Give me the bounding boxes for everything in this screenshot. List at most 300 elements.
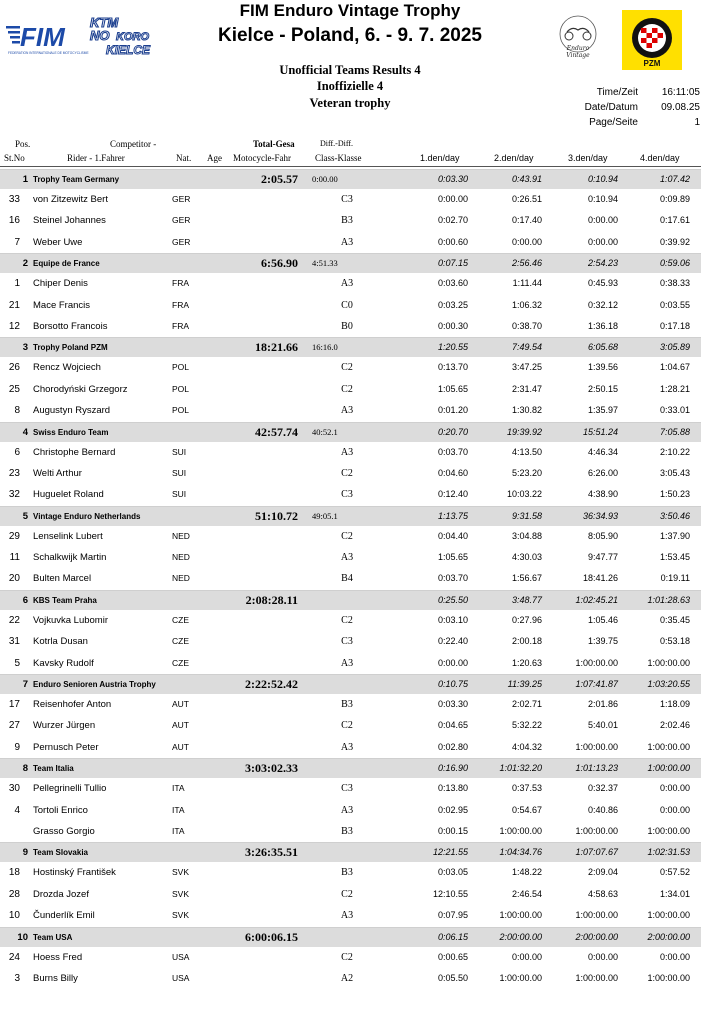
team-day2-time: 3:48.77 — [511, 594, 542, 605]
team-row — [0, 169, 701, 189]
svg-text:FEDERATION INTERNATIONALE DE M: FEDERATION INTERNATIONALE DE MOTOCYCLISME — [8, 51, 89, 55]
rider-day3-time: 2:01.86 — [587, 699, 618, 710]
rider-class: C2 — [341, 888, 353, 900]
rider-name: Drozda Jozef — [33, 888, 89, 900]
rider-row — [0, 400, 701, 421]
rider-day4-time: 0:33.01 — [659, 405, 690, 416]
team-day4-time: 1:07.42 — [659, 174, 690, 184]
team-position: 7 — [22, 679, 28, 691]
rider-day3-time: 1:05.46 — [587, 614, 618, 625]
rider-row — [0, 862, 701, 883]
rider-day4-time: 1:18.09 — [659, 699, 690, 710]
date-value: 09.08.25 — [661, 102, 700, 113]
rider-name: Hoess Fred — [33, 951, 83, 963]
team-day4-time: 3:05.89 — [659, 342, 690, 353]
team-day3-time: 1:07:41.87 — [575, 679, 618, 690]
svg-text:FIM: FIM — [20, 22, 65, 52]
rider-nationality: SUI — [172, 446, 187, 457]
team-row — [0, 842, 701, 862]
rider-start-number: 1 — [14, 278, 20, 290]
rider-day1-time: 0:03.70 — [437, 573, 468, 584]
fim-logo — [6, 14, 89, 58]
team-day3-time: 36:34.93 — [582, 510, 618, 521]
rider-day3-time: 2:50.15 — [587, 383, 618, 394]
rider-start-number: 10 — [8, 910, 20, 922]
rider-start-number: 4 — [14, 804, 20, 816]
rider-day3-time: 0:32.37 — [587, 783, 618, 794]
rider-day1-time: 1:05.65 — [437, 552, 468, 563]
rider-start-number: 3 — [14, 972, 20, 984]
team-total-time: 3:26:35.51 — [245, 845, 298, 860]
rider-name: Huguelet Roland — [33, 489, 104, 501]
rider-name: Kavsky Rudolf — [33, 657, 94, 669]
rider-row — [0, 189, 701, 210]
rider-row — [0, 947, 701, 968]
rider-day2-time: 0:37.53 — [511, 783, 542, 794]
team-position: 2 — [22, 258, 28, 270]
rider-day3-time: 0:32.12 — [587, 299, 618, 310]
date-label: Date/Datum — [584, 102, 638, 113]
rider-day4-time: 0:00.00 — [659, 951, 690, 962]
rider-nationality: AUT — [172, 741, 189, 752]
rider-nationality: NED — [172, 573, 190, 584]
rider-name: Augustyn Ryszard — [33, 405, 111, 417]
rider-name: Steinel Johannes — [33, 215, 106, 227]
team-day4-time: 1:00:00.00 — [647, 763, 690, 774]
rider-name: Burns Billy — [33, 972, 78, 984]
rider-day2-time: 1:56.67 — [511, 573, 542, 584]
rider-day3-time: 1:36.18 — [587, 320, 618, 331]
rider-row — [0, 568, 701, 589]
event-title: FIM Enduro Vintage Trophy — [239, 1, 461, 20]
rider-day1-time: 0:03.30 — [437, 699, 468, 710]
team-name: Team Slovakia — [33, 848, 88, 858]
rider-start-number: 20 — [8, 573, 20, 585]
rider-day2-time: 0:27.96 — [511, 614, 542, 625]
team-total-time: 2:22:52.42 — [245, 677, 298, 692]
rider-day1-time: 0:00.60 — [437, 236, 468, 247]
rider-class: A3 — [340, 446, 354, 458]
rider-day2-time: 3:47.25 — [511, 362, 542, 373]
rider-day1-time: 0:13.70 — [437, 362, 468, 373]
rider-day2-time: 1:48.22 — [511, 867, 542, 878]
team-day2-time: 1:01:32.20 — [499, 763, 542, 774]
team-name: Team USA — [33, 932, 73, 942]
svg-text:KTM: KTM — [90, 15, 119, 30]
rider-day4-time: 3:05.43 — [659, 467, 690, 478]
svg-text:Enduro: Enduro — [566, 45, 590, 52]
rider-start-number: 11 — [9, 552, 20, 564]
rider-row — [0, 379, 701, 400]
rider-row — [0, 610, 701, 631]
team-day1-time: 0:20.70 — [437, 426, 468, 437]
rider-day1-time: 0:03.05 — [437, 867, 468, 878]
rider-day4-time: 1:28.21 — [659, 383, 690, 394]
rider-class: B4 — [341, 573, 353, 585]
rider-day3-time: 0:00.00 — [587, 236, 618, 247]
rider-row — [0, 905, 701, 926]
team-total-time: 42:57.74 — [255, 424, 298, 439]
team-day4-time: 2:00:00.00 — [647, 931, 690, 942]
rider-start-number: 7 — [14, 236, 20, 248]
svg-text:KIELCE: KIELCE — [106, 43, 151, 57]
rider-nationality: CZE — [172, 636, 189, 647]
rider-start-number: 16 — [8, 215, 20, 227]
rider-day2-time: 1:00:00.00 — [499, 972, 542, 983]
team-total-time: 51:10.72 — [255, 508, 298, 523]
rider-name: Wurzer Jürgen — [33, 720, 96, 732]
team-diff: 4:51.33 — [312, 258, 338, 269]
team-day3-time: 1:02:45.21 — [575, 594, 618, 605]
header-divider — [0, 166, 701, 167]
rider-day2-time: 0:26.51 — [511, 194, 542, 204]
rider-day3-time: 6:26.00 — [587, 467, 618, 478]
team-row — [0, 422, 701, 442]
rider-day2-time: 4:30.03 — [511, 552, 542, 563]
team-row — [0, 674, 701, 694]
rider-day3-time: 1:00:00.00 — [575, 657, 618, 668]
rider-name: Welti Arthur — [33, 467, 82, 479]
rider-nationality: NED — [172, 530, 190, 541]
rider-day2-time: 0:00.00 — [511, 951, 542, 962]
team-total-time: 3:03:02.33 — [245, 761, 298, 776]
rider-day4-time: 0:39.92 — [659, 236, 690, 247]
col-day4: 4.den/day — [640, 153, 680, 163]
rider-class: C3 — [341, 489, 353, 501]
rider-start-number: 26 — [8, 362, 20, 374]
rider-day2-time: 0:00.00 — [511, 236, 542, 247]
rider-row — [0, 884, 701, 905]
rider-name: Reisenhofer Anton — [33, 699, 112, 711]
rider-class: A3 — [340, 278, 354, 290]
col-class: Class-Klasse — [315, 153, 362, 163]
rider-name: Mace Francis — [33, 299, 91, 311]
rider-name: Borsotto Francois — [33, 320, 108, 332]
rider-day2-time: 4:04.32 — [511, 741, 542, 752]
rider-day2-time: 2:31.47 — [511, 383, 542, 394]
rider-nationality: POL — [172, 383, 190, 394]
rider-day3-time: 4:38.90 — [587, 489, 618, 500]
rider-day1-time: 12:10.55 — [432, 888, 468, 899]
enduro-vintage-trophy-logo — [553, 12, 603, 64]
rider-nationality: POL — [172, 405, 190, 416]
team-position: 4 — [22, 426, 28, 438]
rider-name: Weber Uwe — [33, 236, 83, 248]
rider-start-number: 24 — [8, 951, 20, 963]
rider-day4-time: 1:04.67 — [659, 362, 690, 373]
rider-class: A3 — [340, 804, 354, 816]
team-day4-time: 3:50.46 — [659, 510, 690, 521]
team-day2-time: 2:00:00.00 — [499, 931, 542, 942]
category-title: Veteran trophy — [309, 96, 391, 110]
team-position: 5 — [22, 510, 28, 522]
rider-day2-time: 4:13.50 — [511, 446, 542, 457]
rider-start-number: 12 — [8, 320, 20, 332]
team-day3-time: 6:05.68 — [587, 342, 618, 353]
rider-day2-time: 1:00:00.00 — [499, 825, 542, 836]
rider-row — [0, 694, 701, 715]
rider-day4-time: 1:53.45 — [659, 552, 690, 563]
rider-row — [0, 210, 701, 231]
rider-class: A3 — [340, 741, 354, 753]
rider-row — [0, 715, 701, 736]
rider-class: C2 — [341, 951, 353, 963]
rider-row — [0, 357, 701, 378]
team-day1-time: 12:21.55 — [432, 847, 468, 858]
rider-day2-time: 0:17.40 — [511, 215, 542, 226]
rider-class: A2 — [340, 972, 354, 984]
rider-start-number: 31 — [8, 636, 20, 648]
rider-day4-time: 0:00.00 — [659, 783, 690, 794]
rider-nationality: ITA — [172, 825, 185, 836]
team-name: Swiss Enduro Team — [33, 427, 109, 437]
rider-class: B3 — [341, 867, 353, 879]
rider-day2-time: 3:04.88 — [511, 530, 542, 541]
team-day3-time: 2:54.23 — [587, 258, 618, 269]
rider-day2-time: 5:23.20 — [511, 467, 542, 478]
team-day2-time: 11:39.25 — [507, 679, 542, 690]
rider-day4-time: 0:00.00 — [659, 804, 690, 815]
team-day2-time: 0:43.91 — [511, 174, 542, 184]
rider-day3-time: 5:40.01 — [587, 720, 618, 731]
rider-day4-time: 1:00:00.00 — [647, 972, 690, 983]
rider-name: Christophe Bernard — [33, 446, 116, 458]
col-stno: St.No — [4, 153, 25, 163]
rider-day1-time: 0:07.95 — [437, 910, 468, 921]
rider-day2-time: 1:11.44 — [512, 278, 542, 289]
rider-name: Bulten Marcel — [33, 573, 92, 585]
rider-nationality: FRA — [172, 320, 189, 331]
rider-row — [0, 273, 701, 294]
team-day2-time: 19:39.92 — [506, 426, 542, 437]
rider-name: Tortoli Enrico — [33, 804, 88, 816]
team-day1-time: 0:06.15 — [437, 931, 468, 942]
rider-day3-time: 0:10.94 — [587, 194, 618, 204]
rider-class: C2 — [341, 383, 353, 395]
results-table — [0, 169, 701, 989]
rider-day3-time: 0:45.93 — [587, 278, 618, 289]
rider-day1-time: 0:00.15 — [437, 825, 468, 836]
team-day3-time: 15:51.24 — [582, 426, 618, 437]
ktm-no-koro-kielce-logo — [86, 14, 156, 58]
rider-row — [0, 653, 701, 674]
rider-row — [0, 737, 701, 758]
team-day4-time: 1:02:31.53 — [647, 847, 690, 858]
rider-day4-time: 0:38.33 — [659, 278, 690, 289]
rider-day1-time: 0:01.20 — [437, 405, 468, 416]
rider-day3-time: 2:09.04 — [587, 867, 618, 878]
team-day2-time: 2:56.46 — [511, 258, 542, 269]
rider-nationality: GER — [172, 236, 191, 247]
rider-name: Lenselink Lubert — [33, 530, 103, 542]
rider-day4-time: 2:02.46 — [659, 720, 690, 731]
rider-nationality: CZE — [172, 657, 189, 668]
team-position: 10 — [17, 931, 28, 943]
rider-day3-time: 1:00:00.00 — [575, 910, 618, 921]
rider-nationality: GER — [172, 194, 191, 204]
team-day2-time: 7:49.54 — [511, 342, 542, 353]
rider-day1-time: 0:00.00 — [437, 194, 468, 204]
rider-day3-time: 18:41.26 — [582, 573, 618, 584]
rider-class: C3 — [341, 194, 353, 205]
team-total-time: 2:08:28.11 — [245, 592, 298, 607]
rider-day3-time: 0:40.86 — [587, 804, 618, 815]
rider-day2-time: 2:02.71 — [511, 699, 542, 710]
rider-class: C3 — [341, 783, 353, 795]
col-nat: Nat. — [176, 153, 192, 163]
team-row — [0, 590, 701, 610]
rider-class: A3 — [340, 405, 354, 417]
rider-name: Hostinský František — [33, 867, 116, 879]
rider-row — [0, 442, 701, 463]
rider-class: B3 — [341, 215, 353, 227]
team-day1-time: 0:03.30 — [437, 174, 468, 184]
rider-start-number: 6 — [14, 446, 20, 458]
rider-day2-time: 2:46.54 — [511, 888, 542, 899]
rider-nationality: SVK — [172, 867, 190, 878]
rider-name: Vojkuvka Lubomir — [33, 614, 108, 626]
rider-day4-time: 1:00:00.00 — [647, 825, 690, 836]
team-row — [0, 506, 701, 526]
time-value: 16:11:05 — [661, 87, 700, 98]
rider-class: A3 — [340, 910, 354, 922]
rider-nationality: SVK — [172, 910, 190, 921]
rider-day1-time: 0:12.40 — [437, 489, 468, 500]
result-title-de: Inoffizielle 4 — [316, 79, 384, 93]
team-day1-time: 1:20.55 — [437, 342, 468, 353]
rider-row — [0, 526, 701, 547]
rider-day1-time: 0:02.80 — [437, 741, 468, 752]
rider-class: C0 — [341, 299, 353, 311]
rider-day4-time: 0:09.89 — [659, 194, 690, 204]
team-total-time: 6:00:06.15 — [245, 929, 298, 944]
rider-day4-time: 0:19.11 — [660, 573, 690, 584]
rider-day3-time: 4:46.34 — [587, 446, 618, 457]
rider-start-number: 27 — [8, 720, 20, 732]
team-day2-time: 1:04:34.76 — [499, 847, 542, 858]
rider-class: B3 — [341, 699, 353, 711]
rider-class: C2 — [341, 467, 353, 479]
col-diff: Diff.-Diff. — [320, 139, 354, 148]
rider-row — [0, 316, 701, 337]
rider-name: Čunderlík Emil — [33, 910, 95, 922]
team-total-time: 6:56.90 — [261, 256, 298, 271]
team-day3-time: 1:07:07.67 — [575, 847, 618, 858]
rider-class: A3 — [340, 657, 354, 669]
rider-name: Pellegrinelli Tullio — [33, 783, 107, 795]
rider-day1-time: 0:02.70 — [437, 215, 468, 226]
rider-row — [0, 631, 701, 652]
rider-day3-time: 0:00.00 — [587, 951, 618, 962]
rider-day2-time: 2:00.18 — [511, 636, 542, 647]
team-total-time: 2:05.57 — [261, 172, 298, 186]
team-day3-time: 1:01:13.23 — [575, 763, 618, 774]
rider-start-number: 17 — [8, 699, 20, 711]
rider-day3-time: 1:39.75 — [587, 636, 618, 647]
rider-start-number: 30 — [8, 783, 20, 795]
col-day2: 2.den/day — [494, 153, 534, 163]
col-pos: Pos. — [15, 139, 31, 149]
rider-day3-time: 1:39.56 — [587, 362, 618, 373]
rider-day4-time: 1:37.90 — [659, 530, 690, 541]
rider-day3-time: 1:35.97 — [587, 405, 618, 416]
rider-name: Pernusch Peter — [33, 741, 99, 753]
team-row — [0, 758, 701, 778]
rider-day1-time: 0:03.60 — [437, 278, 468, 289]
team-day1-time: 0:07.15 — [437, 258, 468, 269]
col-day3: 3.den/day — [568, 153, 608, 163]
team-position: 3 — [22, 342, 28, 354]
rider-start-number: 21 — [8, 299, 20, 311]
rider-name: Grasso Gorgio — [33, 825, 95, 837]
rider-day2-time: 10:03.22 — [506, 489, 542, 500]
rider-start-number: 5 — [14, 657, 20, 669]
rider-start-number: 32 — [8, 489, 20, 501]
rider-nationality: NED — [172, 552, 190, 563]
rider-class: C2 — [341, 362, 353, 374]
team-total-time: 18:21.66 — [255, 340, 298, 355]
rider-day4-time: 0:17.61 — [659, 215, 690, 226]
team-diff: 40:52.1 — [312, 426, 338, 437]
rider-row — [0, 463, 701, 484]
team-name: Vintage Enduro Netherlands — [33, 511, 141, 521]
rider-nationality: POL — [172, 362, 190, 373]
rider-start-number: 29 — [8, 530, 20, 542]
team-day4-time: 7:05.88 — [659, 426, 690, 437]
rider-day2-time: 0:38.70 — [511, 320, 542, 331]
rider-day1-time: 0:04.40 — [437, 530, 468, 541]
rider-day1-time: 0:04.65 — [437, 720, 468, 731]
team-day3-time: 2:00:00.00 — [575, 931, 618, 942]
team-diff: 0:00.00 — [312, 174, 338, 184]
rider-day1-time: 0:22.40 — [437, 636, 468, 647]
rider-nationality: SUI — [172, 467, 187, 478]
rider-day3-time: 0:00.00 — [587, 215, 618, 226]
rider-day1-time: 0:00.30 — [437, 320, 468, 331]
rider-day4-time: 1:00:00.00 — [647, 910, 690, 921]
team-diff: 16:16.0 — [312, 342, 338, 353]
rider-day2-time: 1:30.82 — [511, 405, 542, 416]
rider-day4-time: 0:35.45 — [659, 614, 690, 625]
rider-start-number: 33 — [8, 194, 20, 205]
rider-day3-time: 4:58.63 — [587, 888, 618, 899]
rider-class: A3 — [340, 552, 354, 564]
rider-day4-time: 2:10.22 — [659, 446, 690, 457]
rider-day4-time: 0:53.18 — [659, 636, 690, 647]
result-title: Unofficial Teams Results 4 — [279, 63, 421, 77]
rider-nationality: CZE — [172, 614, 189, 625]
rider-day1-time: 0:03.25 — [437, 299, 468, 310]
rider-day1-time: 0:03.10 — [437, 614, 468, 625]
rider-day1-time: 0:02.95 — [437, 804, 468, 815]
rider-nationality: ITA — [172, 804, 185, 815]
team-row — [0, 337, 701, 357]
team-name: Trophy Team Germany — [33, 175, 120, 184]
rider-day4-time: 1:50.23 — [659, 489, 690, 500]
rider-row — [0, 821, 701, 842]
team-day2-time: 9:31.58 — [511, 510, 542, 521]
rider-day4-time: 0:57.52 — [659, 867, 690, 878]
rider-nationality: FRA — [172, 299, 189, 310]
rider-start-number: 28 — [8, 888, 20, 900]
team-position: 1 — [22, 174, 28, 185]
rider-day2-time: 1:00:00.00 — [499, 910, 542, 921]
rider-day2-time: 1:06.32 — [511, 299, 542, 310]
rider-day1-time: 0:13.80 — [437, 783, 468, 794]
team-position: 6 — [22, 594, 28, 606]
rider-name: Kotrla Dusan — [33, 636, 88, 648]
team-diff: 49:05.1 — [312, 510, 338, 521]
